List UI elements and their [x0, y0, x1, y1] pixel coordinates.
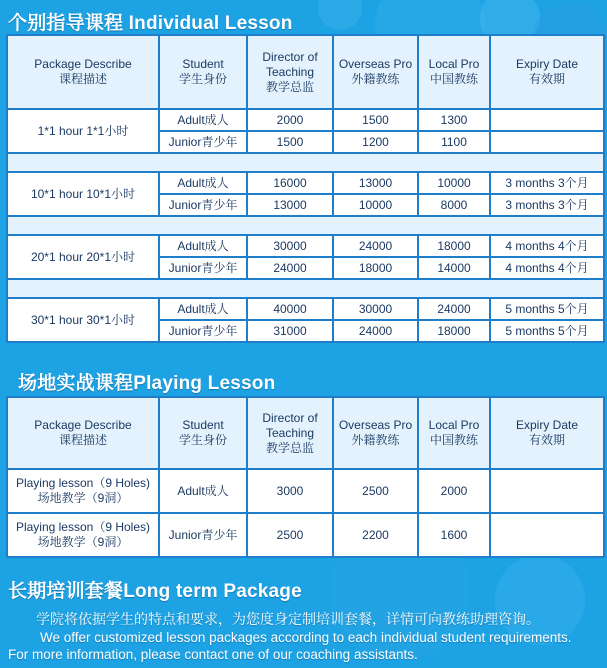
long-term-note-en-2: For more information, please contact one of our coaching assistants. [8, 647, 418, 662]
expiry-cell [491, 132, 603, 152]
student-cell: Adult成人 [160, 236, 246, 256]
director-price: 13000 [248, 195, 332, 215]
overseas-price: 30000 [334, 299, 417, 319]
package-name: Playing lesson（9 Holes) 场地教学（9洞） [8, 470, 158, 512]
table-row [8, 236, 603, 256]
director-price: 3000 [248, 470, 332, 512]
header-expiry: Expiry Date 有效期 [491, 36, 603, 108]
overseas-price: 24000 [334, 236, 417, 256]
header-director: Director of Teaching 教学总监 [248, 398, 332, 468]
overseas-price: 10000 [334, 195, 417, 215]
local-price: 24000 [419, 299, 489, 319]
header-overseas: Overseas Pro 外籍教练 [334, 398, 417, 468]
table-row [8, 110, 603, 130]
individual-lesson-title: 个别指导课程 Individual Lesson [8, 13, 293, 34]
local-price: 1600 [419, 514, 489, 556]
director-price: 24000 [248, 258, 332, 278]
package-name: 20*1 hour 20*1小时 [8, 236, 158, 278]
local-price: 2000 [419, 470, 489, 512]
local-price: 18000 [419, 321, 489, 341]
local-price: 8000 [419, 195, 489, 215]
table-row [8, 470, 603, 512]
individual-lesson-table [6, 34, 605, 343]
student-cell: Junior青少年 [160, 132, 246, 152]
director-price: 30000 [248, 236, 332, 256]
local-price: 10000 [419, 173, 489, 193]
header-expiry: Expiry Date 有效期 [491, 398, 603, 468]
header-package: Package Describe 课程描述 [8, 36, 158, 108]
overseas-price: 1500 [334, 110, 417, 130]
overseas-price: 24000 [334, 321, 417, 341]
local-price: 18000 [419, 236, 489, 256]
package-name: 30*1 hour 30*1小时 [8, 299, 158, 341]
expiry-cell [491, 110, 603, 130]
student-cell: Adult成人 [160, 299, 246, 319]
separator-row [8, 280, 603, 297]
long-term-title: 长期培训套餐Long term Package [8, 581, 302, 602]
header-package: Package Describe 课程描述 [8, 398, 158, 468]
package-name: Playing lesson（9 Holes) 场地教学（9洞） [8, 514, 158, 556]
playing-lesson-title: 场地实战课程Playing Lesson [18, 373, 276, 394]
package-name: 1*1 hour 1*1小时 [8, 110, 158, 152]
director-price: 16000 [248, 173, 332, 193]
director-price: 1500 [248, 132, 332, 152]
separator-row [8, 154, 603, 171]
playing-lesson-table [6, 396, 605, 558]
separator-row [8, 217, 603, 234]
expiry-cell: 5 months 5个月 [491, 321, 603, 341]
long-term-note-en-1: We offer customized lesson packages according to each individual student requirements. [40, 630, 572, 645]
expiry-cell [491, 470, 603, 512]
overseas-price: 2500 [334, 470, 417, 512]
student-cell: Adult成人 [160, 470, 246, 512]
director-price: 40000 [248, 299, 332, 319]
header-local: Local Pro 中国教练 [419, 36, 489, 108]
student-cell: Junior青少年 [160, 321, 246, 341]
table-row [8, 173, 603, 193]
director-price: 2500 [248, 514, 332, 556]
table-row [8, 514, 603, 556]
expiry-cell: 4 months 4个月 [491, 236, 603, 256]
expiry-cell: 5 months 5个月 [491, 299, 603, 319]
local-price: 1300 [419, 110, 489, 130]
director-price: 31000 [248, 321, 332, 341]
header-overseas: Overseas Pro 外籍教练 [334, 36, 417, 108]
header-local: Local Pro 中国教练 [419, 398, 489, 468]
overseas-price: 18000 [334, 258, 417, 278]
overseas-price: 13000 [334, 173, 417, 193]
table-row [8, 299, 603, 319]
local-price: 1100 [419, 132, 489, 152]
student-cell: Adult成人 [160, 110, 246, 130]
director-price: 2000 [248, 110, 332, 130]
long-term-note-cn: 学院将依据学生的特点和要求，为您度身定制培训套餐，详情可向教练助理咨询。 [36, 611, 540, 627]
table-header-row [8, 398, 603, 468]
student-cell: Junior青少年 [160, 514, 246, 556]
header-director: Director of Teaching 教学总监 [248, 36, 332, 108]
overseas-price: 2200 [334, 514, 417, 556]
student-cell: Adult成人 [160, 173, 246, 193]
expiry-cell: 4 months 4个月 [491, 258, 603, 278]
local-price: 14000 [419, 258, 489, 278]
expiry-cell [491, 514, 603, 556]
package-name: 10*1 hour 10*1小时 [8, 173, 158, 215]
student-cell: Junior青少年 [160, 258, 246, 278]
student-cell: Junior青少年 [160, 195, 246, 215]
header-student: Student 学生身份 [160, 398, 246, 468]
header-student: Student 学生身份 [160, 36, 246, 108]
expiry-cell: 3 months 3个月 [491, 173, 603, 193]
table-header-row [8, 36, 603, 108]
overseas-price: 1200 [334, 132, 417, 152]
expiry-cell: 3 months 3个月 [491, 195, 603, 215]
